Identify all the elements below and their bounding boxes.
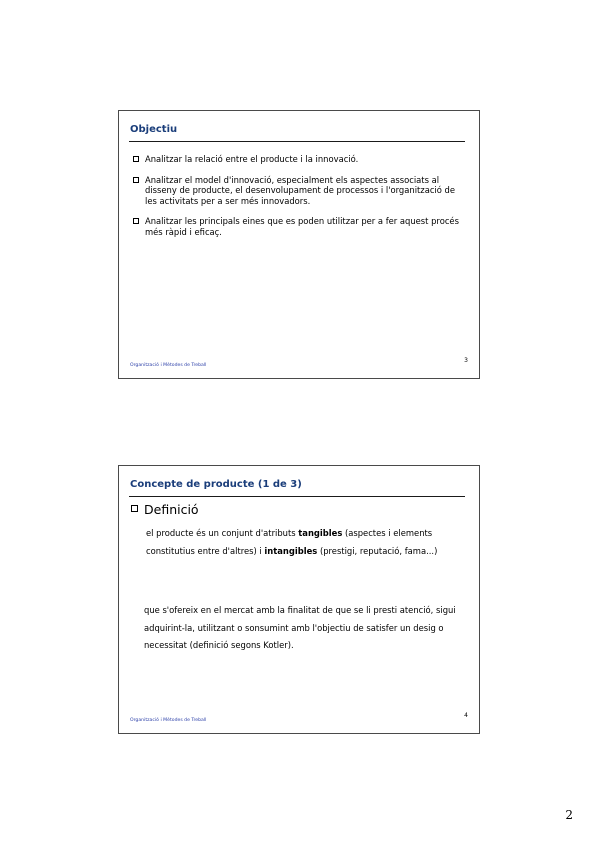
square-bullet-icon bbox=[133, 218, 139, 224]
text-run: (aspectes i elements constitutius entre d'altres) i bbox=[146, 528, 433, 556]
slide-4 bbox=[118, 465, 480, 734]
page-number: 2 bbox=[565, 808, 573, 822]
bullet-list bbox=[131, 154, 459, 247]
slide-footer: Organització i Mètodes de Treball bbox=[130, 718, 207, 723]
square-bullet-icon bbox=[133, 156, 139, 162]
slide-title: Concepte de producte (1 de 3) bbox=[130, 479, 302, 490]
bullet-text: Analitzar el model d'innovació, especialment els aspectes associats al disseny de producte, el desenvolupament de processos i l'organització de les activitats per a ser més innovadors. bbox=[145, 174, 456, 206]
bullet-item bbox=[131, 154, 459, 165]
bullet-item bbox=[131, 175, 459, 207]
slide-number: 4 bbox=[464, 712, 468, 719]
bold-term: intangibles bbox=[264, 545, 318, 556]
heading-text: Definició bbox=[144, 502, 199, 517]
bullet-item bbox=[131, 216, 459, 237]
text-run: el producte és un conjunt d'atributs bbox=[146, 528, 299, 538]
slide-3 bbox=[118, 110, 480, 379]
bold-term: tangibles bbox=[298, 528, 343, 538]
definition-heading bbox=[131, 502, 199, 517]
definition-paragraph bbox=[146, 525, 459, 560]
slide-title: Objectiu bbox=[130, 124, 178, 135]
title-rule bbox=[129, 496, 465, 497]
square-bullet-icon bbox=[131, 505, 138, 512]
bullet-text: Analitzar les principals eines que es poden utilitzar per a fer aquest procés més ràpid i eficaç. bbox=[145, 216, 459, 237]
square-bullet-icon bbox=[133, 177, 139, 183]
slide-footer: Organització i Mètodes de Treball bbox=[130, 363, 207, 368]
slide-number: 3 bbox=[464, 357, 468, 364]
text-run: (prestigi, reputació, fama...) bbox=[317, 545, 438, 556]
definition-paragraph-2: que s'ofereix en el mercat amb la finalitat de que se li presti atenció, sigui adquirint-la, utilitzant o sonsumint amb l'objectiu de satisfer un desig o necessitat (definició segons Kotler). bbox=[144, 605, 456, 650]
title-rule bbox=[129, 141, 465, 142]
bullet-text: Analitzar la relació entre el producte i la innovació. bbox=[145, 154, 359, 164]
